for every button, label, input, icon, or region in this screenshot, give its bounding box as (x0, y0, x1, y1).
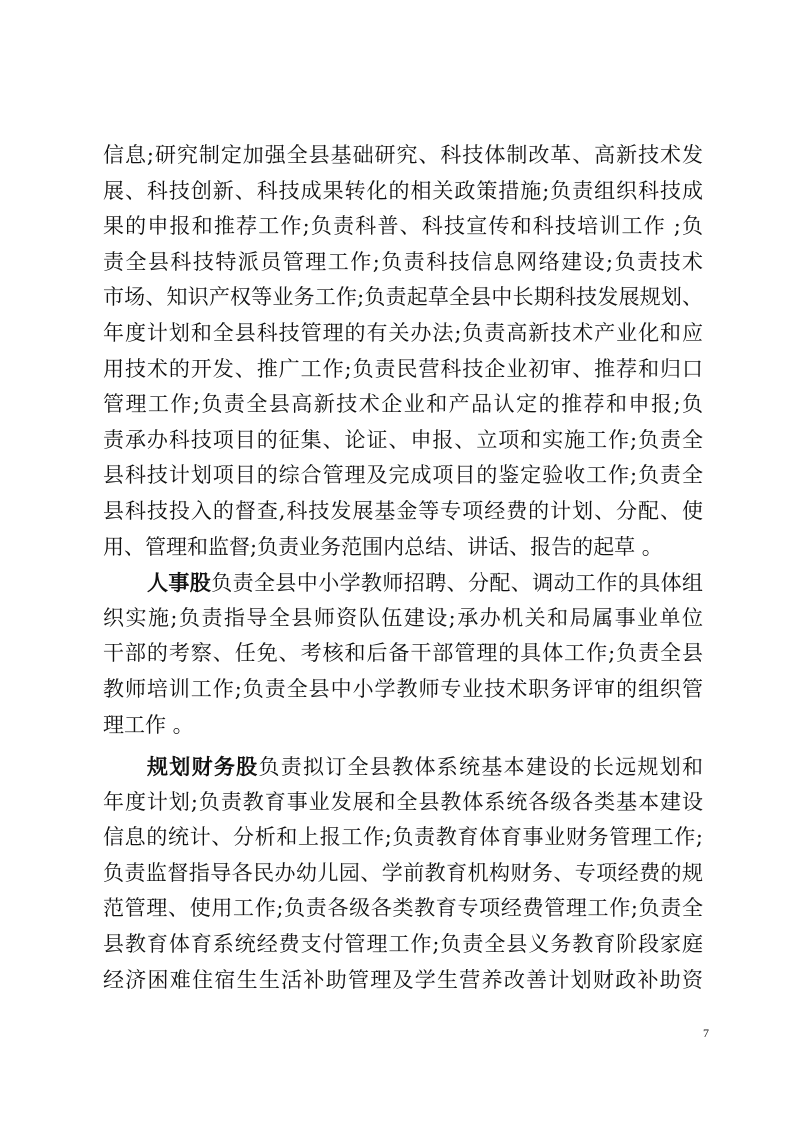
page-number: 7 (703, 1026, 709, 1040)
text-line (103, 565, 703, 601)
text-line: 织实施;负责指导全县师资队伍建设;承办机关和局属事业单位 (103, 605, 703, 630)
text-line: 理工作 。 (103, 712, 194, 737)
text-line: 经济困难住宿生生活补助管理及学生营养改善计划财政补助资 (103, 967, 703, 992)
text-line: 用技术的开发、推广工作;负责民营科技企业初审、推荐和归口 (103, 356, 703, 381)
text-line: 信息;研究制定加强全县基础研究、科技体制改革、高新技术发 (103, 143, 703, 167)
text-line: 管理工作;负责全县高新技术企业和产品认定的推荐和申报;负 (103, 392, 703, 417)
text-line: 负责监督指导各民办幼儿园、学前教育机构财务、专项经费的规 (103, 860, 703, 885)
text-line: 年度计划;负责教育事业发展和全县教体系统各级各类基本建设 (103, 789, 703, 814)
paragraph-science-tech (103, 138, 703, 565)
section-heading-planning-finance: 规划财务股 (147, 754, 259, 780)
body-text (103, 138, 703, 998)
text-line: 信息的统计、分析和上报工作;负责教育体育事业财务管理工作; (103, 825, 703, 850)
text-line: 县科技投入的督查,科技发展基金等专项经费的计划、分配、使 (103, 498, 703, 523)
paragraph-planning-finance (103, 749, 703, 998)
text-line: 县教育体育系统经费支付管理工作;负责全县义务教育阶段家庭 (103, 932, 703, 957)
paragraph-personnel (103, 565, 703, 743)
text-line: 责承办科技项目的征集、论证、申报、立项和实施工作;负责全 (103, 427, 703, 452)
text-line: 干部的考察、任免、考核和后备干部管理的具体工作;负责全县 (103, 641, 703, 666)
text-run: 负责全县中小学教师招聘、分配、调动工作的具体组 (211, 571, 704, 596)
text-line: 年度计划和全县科技管理的有关办法;负责高新技术产业化和应 (103, 320, 703, 345)
text-line: 市场、知识产权等业务工作;负责起草全县中长期科技发展规划、 (103, 285, 703, 310)
text-line: 教师培训工作;负责全县中小学教师专业技术职务评审的组织管 (103, 676, 703, 701)
text-line: 范管理、使用工作;负责各级各类教育专项经费管理工作;负责全 (103, 896, 703, 921)
text-line (103, 749, 703, 785)
text-line: 责全县科技特派员管理工作;负责科技信息网络建设;负责技术 (103, 249, 703, 274)
text-run: 负责拟订全县教体系统基本建设的长远规划和 (258, 755, 704, 780)
text-line: 展、科技创新、科技成果转化的相关政策措施;负责组织科技成 (103, 178, 703, 203)
text-line: 果的申报和推荐工作;负责科普、科技宣传和科技培训工作 ;负 (103, 214, 703, 239)
text-line: 县科技计划项目的综合管理及完成项目的鉴定验收工作;负责全 (103, 463, 703, 488)
text-line: 用、管理和监督;负责业务范围内总结、讲话、报告的起草 。 (103, 534, 663, 559)
section-heading-personnel: 人事股 (147, 570, 212, 596)
